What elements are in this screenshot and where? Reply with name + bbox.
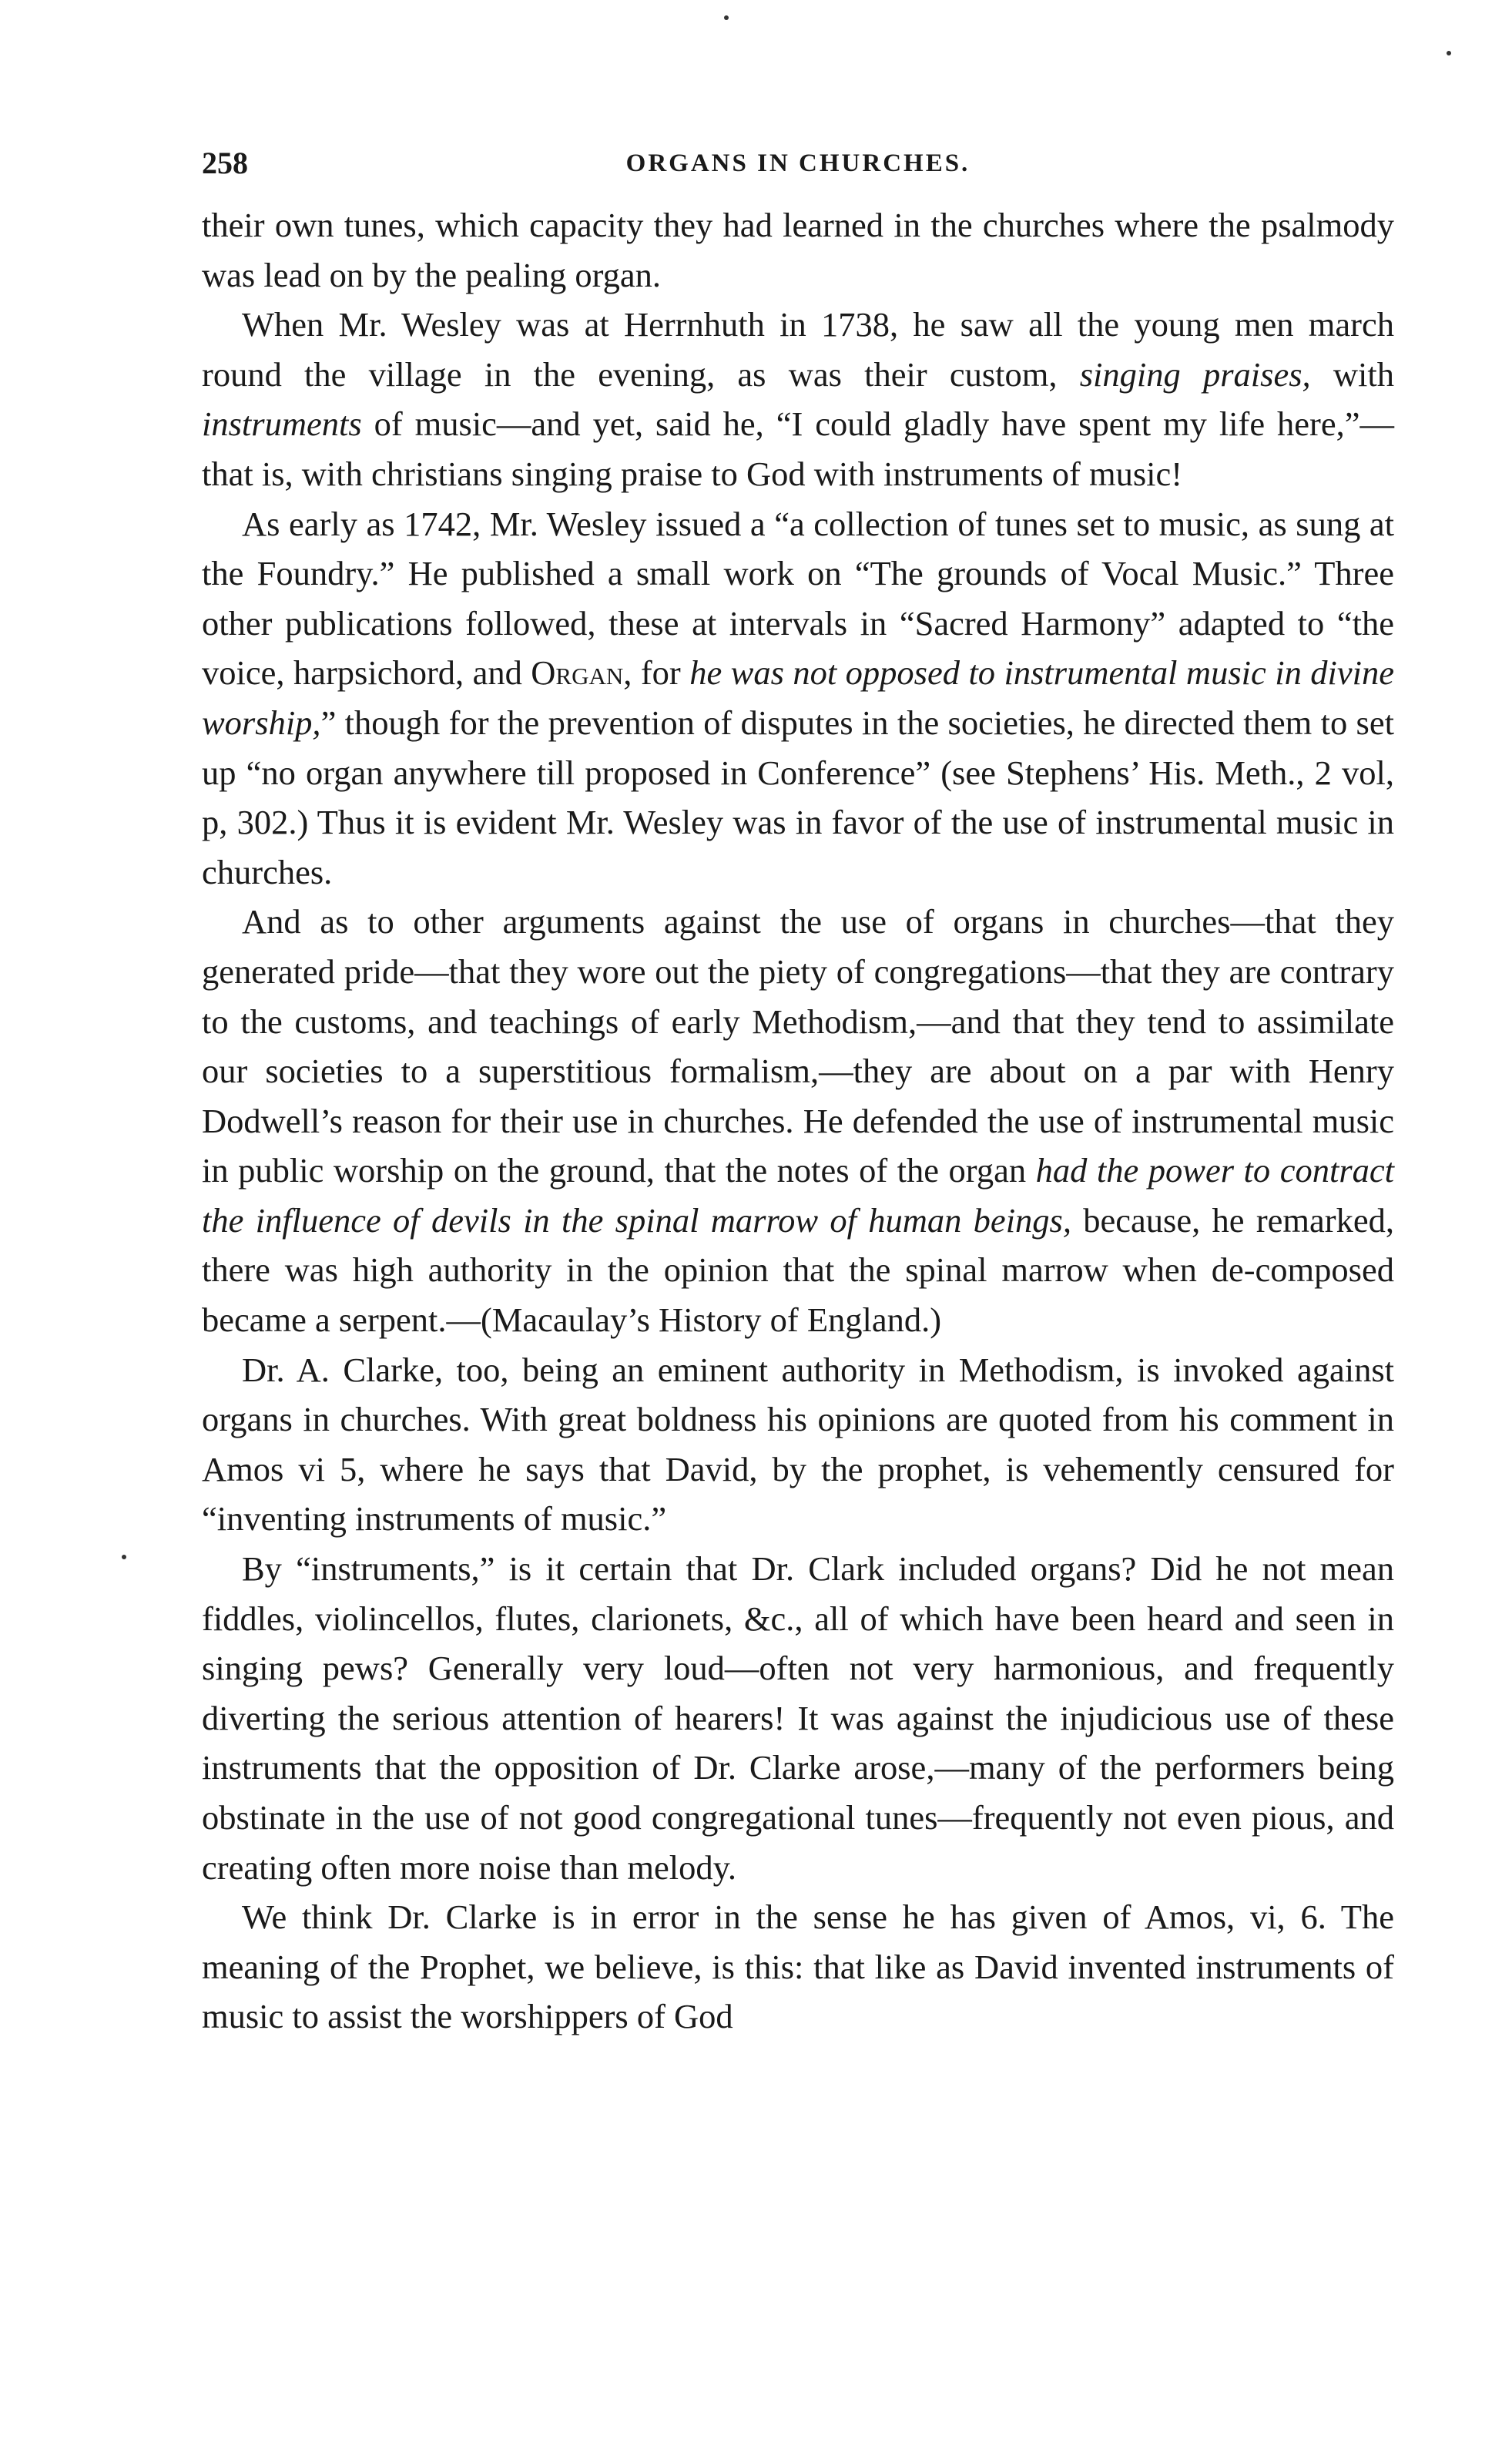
page-number: 258 (202, 146, 248, 180)
text-run: their own tunes, which capacity they had learned in the churches where the psalmody was lead on by the pealing organ. (202, 206, 1394, 294)
italic-text: he was not opposed to instrumental music in divine worship, (202, 653, 1394, 742)
text-run: By “instruments,” is it certain that Dr. Clark included organs? Did he not mean fiddles, violincellos, flutes, clarionets, &c., all of which have been heard and seen in singing pews? Generally very loud—often not very harmonious, and frequently diverting the serious attention of hearers! It was against the injudicious use of these instruments that the opposition of Dr. Clarke arose,—many of the performers being obstinate in the use of not good congregational tunes—frequently not even pious, and creating often more noise than melody. (202, 1549, 1394, 1887)
text-run: As early as 1742, Mr. Wesley issued a “a collection of tunes set to music, as sung at the Foundry.” He published a small work on “The grounds of Vocal Music.” Three other publications followed, these at intervals in “Sacred Harmony” adapted to “the voice, harpsichord, and (202, 504, 1394, 693)
paragraph (202, 1892, 1394, 2042)
print-speck (724, 15, 729, 20)
text-run: with (1310, 354, 1394, 394)
italic-text: had the power to contract the influence of devils in the spinal marrow of human beings, (202, 1151, 1394, 1240)
italic-text: instruments (202, 404, 362, 444)
running-head (202, 139, 1394, 200)
text-run: ” though for the prevention of disputes in the societies, he directed them to set up “no organ anywhere till proposed in Conference” (see Stephens’ His. Meth., 2 vol, p, 302.) Thus it is evident Mr. Wesley was in favor of the use of instrumental music in churches. (202, 703, 1394, 891)
paragraph (202, 1345, 1394, 1544)
text-run: of music—and yet, said he, “I could gladly have spent my life here,”—that is, with christians singing praise to God with instruments of music! (202, 404, 1394, 493)
text-run: And as to other arguments against the use of organs in churches—that they generated pride—that they wore out the piety of congregations—that they are contrary to the customs, and teachings of early Methodism,—and that they tend to assimilate our societies to a superstitious formalism,—they are about on a par with Henry Dodwell’s reason for their use in churches. He defended the use of instrumental music in public worship on the ground, that the notes of the organ (202, 902, 1394, 1190)
text-run: We think Dr. Clarke is in error in the sense he has given of Amos, vi, 6. The meaning of the Prophet, we believe, is this: that like as David invented instruments of music to assist the worshippers of God (202, 1898, 1394, 2036)
print-speck (1447, 51, 1451, 55)
print-speck (122, 1555, 126, 1559)
running-title: ORGANS IN CHURCHES. (625, 149, 971, 177)
text-run: because, he remarked, there was high authority in the opinion that the spinal marrow when de-composed became a serpent.—(Macaulay’s History of England.) (202, 1200, 1394, 1340)
paragraph (202, 897, 1394, 1344)
paragraph (202, 499, 1394, 898)
paragraph (202, 200, 1394, 300)
body-text (202, 200, 1394, 2042)
paragraph (202, 1544, 1394, 1892)
text-run: Dr. A. Clarke, too, being an eminent authority in Methodism, is invoked against organs in churches. With great boldness his opinions are quoted from his comment in Amos vi 5, where he says that David, by the prophet, is vehemently censured for “inventing instruments of music.” (202, 1350, 1394, 1539)
small-caps-text: Organ (531, 653, 624, 693)
text-run: , for (623, 653, 690, 693)
book-page (202, 139, 1394, 2042)
italic-text: singing praises, (1079, 354, 1311, 394)
paragraph (202, 300, 1394, 498)
text-run: When Mr. Wesley was at Herrnhuth in 1738, he saw all the young men march round the village in the evening, as was their custom, (202, 305, 1394, 394)
